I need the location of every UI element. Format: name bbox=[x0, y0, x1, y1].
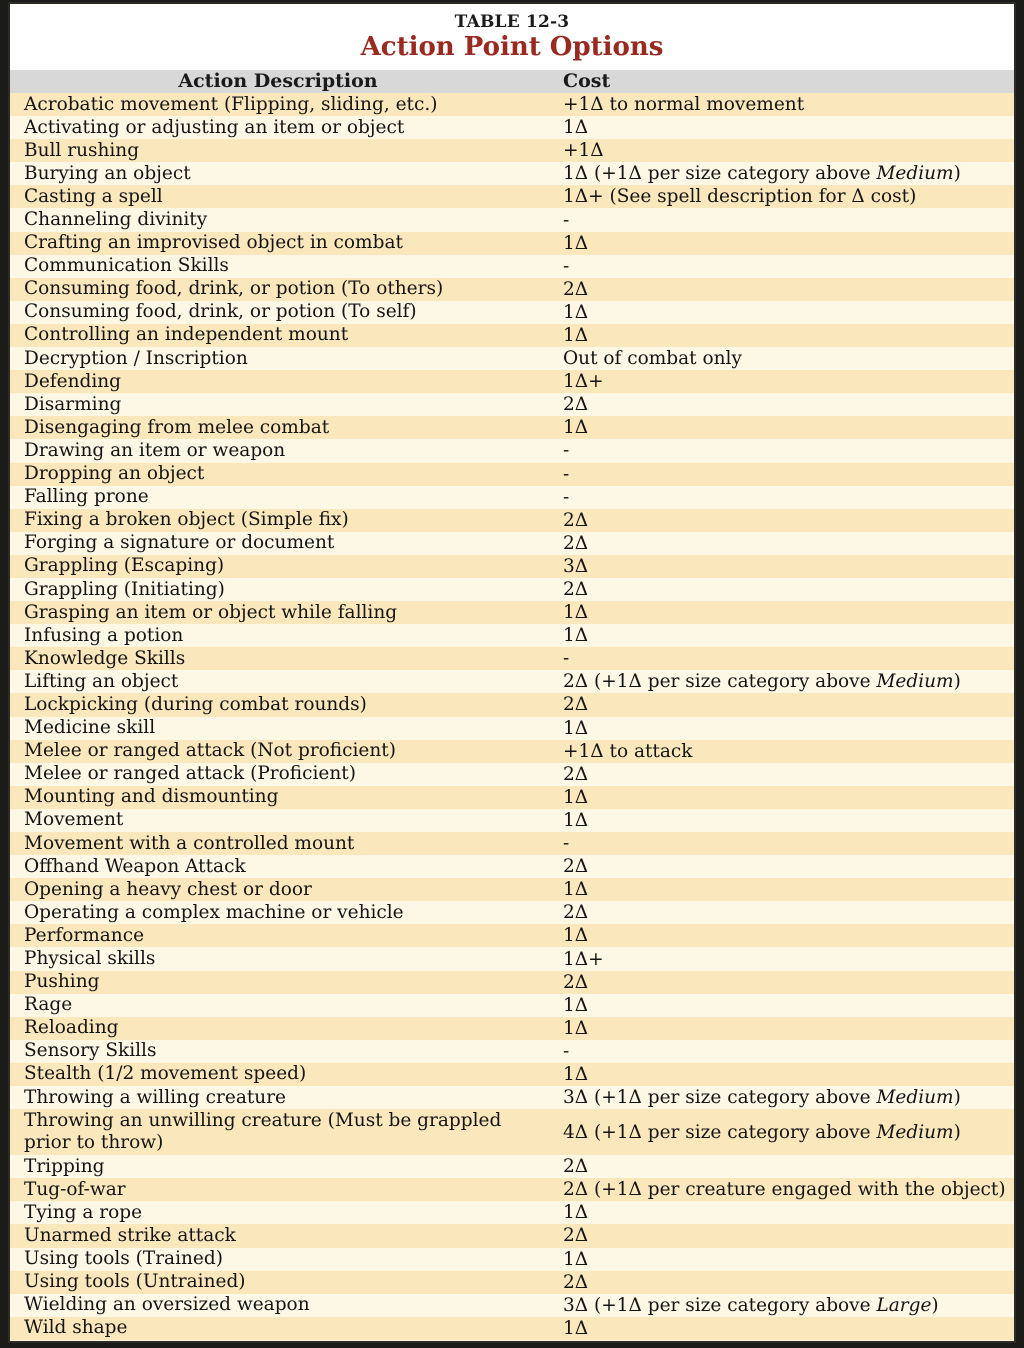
action-description-cell: Disengaging from melee combat bbox=[24, 416, 330, 438]
action-description-cell: Dropping an object bbox=[24, 463, 205, 485]
action-description-cell: Reloading bbox=[24, 1017, 119, 1039]
action-description-cell: Movement bbox=[24, 809, 124, 831]
action-description-cell: Casting a spell bbox=[24, 185, 163, 207]
table-row bbox=[10, 278, 1014, 301]
cost-cell: 2Δ bbox=[563, 394, 589, 416]
table-row bbox=[10, 1178, 1014, 1201]
action-description-cell: Wielding an oversized weapon bbox=[24, 1294, 310, 1316]
table-row bbox=[10, 693, 1014, 716]
cost-cell: 2Δ bbox=[563, 532, 589, 554]
action-description-cell: Defending bbox=[24, 370, 122, 392]
cost-cell: 2Δ bbox=[563, 694, 589, 716]
table-row bbox=[10, 1271, 1014, 1294]
cost-cell: 1Δ bbox=[563, 925, 589, 947]
table-row bbox=[10, 255, 1014, 278]
action-description-cell: Throwing a willing creature bbox=[24, 1086, 286, 1108]
cost-cell: 2Δ (+1Δ per creature engaged with the object) bbox=[563, 1179, 1006, 1201]
cost-cell: 1Δ bbox=[563, 786, 589, 808]
cost-cell: +1Δ to attack bbox=[563, 740, 693, 762]
cost-cell: 1Δ bbox=[563, 1017, 589, 1039]
action-description-cell: Decryption / Inscription bbox=[24, 347, 248, 369]
table-row bbox=[10, 901, 1014, 924]
cost-cell: - bbox=[563, 833, 570, 855]
table-row bbox=[10, 1086, 1014, 1109]
cost-cell: 1Δ+ bbox=[563, 948, 604, 970]
action-description-cell: Physical skills bbox=[24, 948, 156, 970]
cost-cell: - bbox=[563, 648, 570, 670]
cost-cell: 1Δ bbox=[563, 602, 589, 624]
table-title: Action Point Options bbox=[360, 32, 664, 62]
table-row bbox=[10, 763, 1014, 786]
cost-cell: 1Δ bbox=[563, 417, 589, 439]
action-description-cell: Pushing bbox=[24, 971, 100, 993]
action-description-cell: Medicine skill bbox=[24, 717, 156, 739]
cost-cell: 1Δ bbox=[563, 625, 589, 647]
cost-cell: 2Δ bbox=[563, 509, 589, 531]
table-row bbox=[10, 370, 1014, 393]
cost-cell: 1Δ bbox=[563, 117, 589, 139]
table-row bbox=[10, 208, 1014, 231]
action-description-cell: Activating or adjusting an item or object bbox=[24, 116, 405, 138]
table-row bbox=[10, 324, 1014, 347]
table-row bbox=[10, 994, 1014, 1017]
cost-cell: 1Δ bbox=[563, 324, 589, 346]
cost-cell: +1Δ bbox=[563, 140, 604, 162]
cost-cell: 2Δ bbox=[563, 1225, 589, 1247]
action-description-cell: Channeling divinity bbox=[24, 209, 208, 231]
table-row bbox=[10, 832, 1014, 855]
cost-cell: 2Δ bbox=[563, 971, 589, 993]
table-row bbox=[10, 717, 1014, 740]
table-row bbox=[10, 486, 1014, 509]
action-description-cell: Wild shape bbox=[24, 1317, 128, 1339]
action-description-cell: Melee or ranged attack (Not proficient) bbox=[24, 740, 396, 762]
table-row bbox=[10, 532, 1014, 555]
cost-cell: - bbox=[563, 486, 570, 508]
table-row bbox=[10, 971, 1014, 994]
action-description-cell: Rage bbox=[24, 994, 73, 1016]
cost-cell: 1Δ bbox=[563, 1317, 589, 1339]
action-description-cell: Forging a signature or document bbox=[24, 532, 335, 554]
table-row bbox=[10, 439, 1014, 462]
action-description-cell: Disarming bbox=[24, 393, 122, 415]
action-description-cell: Consuming food, drink, or potion (To others) bbox=[24, 278, 444, 300]
table-row bbox=[10, 301, 1014, 324]
cost-cell: - bbox=[563, 1040, 570, 1062]
table-row bbox=[10, 1040, 1014, 1063]
action-description-cell: Controlling an independent mount bbox=[24, 324, 349, 346]
action-description-cell: Infusing a potion bbox=[24, 624, 184, 646]
action-description-cell: Grappling (Initiating) bbox=[24, 578, 225, 600]
action-description-cell: Melee or ranged attack (Proficient) bbox=[24, 763, 356, 785]
table-row bbox=[10, 578, 1014, 601]
column-header-row bbox=[10, 70, 1014, 93]
cost-cell: - bbox=[563, 463, 570, 485]
table-row bbox=[10, 1109, 1014, 1155]
table-row bbox=[10, 162, 1014, 185]
table-row bbox=[10, 1063, 1014, 1086]
action-description-cell: Fixing a broken object (Simple fix) bbox=[24, 509, 349, 531]
cost-cell: 1Δ bbox=[563, 1202, 589, 1224]
table-row bbox=[10, 1201, 1014, 1224]
table-row bbox=[10, 786, 1014, 809]
table-row bbox=[10, 347, 1014, 370]
cost-cell: 4Δ (+1Δ per size category above Medium) bbox=[563, 1121, 961, 1143]
table-header bbox=[10, 4, 1014, 70]
action-description-cell: Consuming food, drink, or potion (To self) bbox=[24, 301, 417, 323]
table-row bbox=[10, 393, 1014, 416]
action-description-cell: Mounting and dismounting bbox=[24, 786, 279, 808]
cost-cell: 1Δ bbox=[563, 717, 589, 739]
table-row bbox=[10, 647, 1014, 670]
table-row bbox=[10, 624, 1014, 647]
cost-cell: 1Δ+ bbox=[563, 371, 604, 393]
action-description-cell: Sensory Skills bbox=[24, 1040, 157, 1062]
cost-cell: 1Δ+ (See spell description for Δ cost) bbox=[563, 186, 917, 208]
table-row bbox=[10, 1017, 1014, 1040]
cost-cell: - bbox=[563, 440, 570, 462]
cost-cell: 2Δ bbox=[563, 1156, 589, 1178]
table-card bbox=[10, 4, 1014, 1341]
action-description-cell: Lockpicking (during combat rounds) bbox=[24, 693, 367, 715]
table-row bbox=[10, 232, 1014, 255]
cost-cell: 1Δ bbox=[563, 301, 589, 323]
cost-cell: 1Δ bbox=[563, 994, 589, 1016]
table-row bbox=[10, 1155, 1014, 1178]
table-row bbox=[10, 139, 1014, 162]
cost-cell: 3Δ (+1Δ per size category above Medium) bbox=[563, 1087, 961, 1109]
table-row bbox=[10, 116, 1014, 139]
action-description-cell: Acrobatic movement (Flipping, sliding, etc.) bbox=[24, 93, 438, 115]
table-row bbox=[10, 93, 1014, 116]
cost-cell: 3Δ bbox=[563, 555, 589, 577]
table-row bbox=[10, 670, 1014, 693]
cost-cell: 2Δ bbox=[563, 856, 589, 878]
cost-cell: Out of combat only bbox=[563, 348, 742, 370]
cost-cell: +1Δ to normal movement bbox=[563, 94, 805, 116]
table-row bbox=[10, 601, 1014, 624]
cost-cell: 2Δ bbox=[563, 1271, 589, 1293]
table-row bbox=[10, 416, 1014, 439]
action-description-cell: Unarmed strike attack bbox=[24, 1224, 236, 1246]
action-description-cell: Crafting an improvised object in combat bbox=[24, 232, 403, 254]
action-description-cell: Grasping an item or object while falling bbox=[24, 601, 398, 623]
action-description-cell: Falling prone bbox=[24, 486, 149, 508]
cost-cell: 1Δ bbox=[563, 879, 589, 901]
action-description-cell: Grappling (Escaping) bbox=[24, 555, 225, 577]
action-description-cell: Tug-of-war bbox=[24, 1178, 126, 1200]
table-row bbox=[10, 185, 1014, 208]
cost-cell: 1Δ bbox=[563, 809, 589, 831]
cost-cell: 2Δ bbox=[563, 579, 589, 601]
action-description-cell: Movement with a controlled mount bbox=[24, 832, 355, 854]
table-row bbox=[10, 1248, 1014, 1271]
action-description-cell: Throwing an unwilling creature (Must be grappled prior to throw) bbox=[24, 1110, 502, 1154]
action-description-cell: Using tools (Untrained) bbox=[24, 1271, 246, 1293]
column-header-cost: Cost bbox=[563, 70, 611, 92]
table-row bbox=[10, 1224, 1014, 1247]
action-description-cell: Operating a complex machine or vehicle bbox=[24, 901, 404, 923]
action-description-cell: Knowledge Skills bbox=[24, 647, 186, 669]
table-row bbox=[10, 809, 1014, 832]
cost-cell: 1Δ (+1Δ per size category above Medium) bbox=[563, 163, 961, 185]
action-description-cell: Communication Skills bbox=[24, 255, 229, 277]
cost-cell: 2Δ (+1Δ per size category above Medium) bbox=[563, 671, 961, 693]
cost-cell: 1Δ bbox=[563, 1248, 589, 1270]
action-description-cell: Lifting an object bbox=[24, 670, 179, 692]
table-row bbox=[10, 740, 1014, 763]
action-description-cell: Tripping bbox=[24, 1155, 105, 1177]
table-row bbox=[10, 947, 1014, 970]
action-description-cell: Using tools (Trained) bbox=[24, 1248, 223, 1270]
table-row bbox=[10, 878, 1014, 901]
table-row bbox=[10, 855, 1014, 878]
cost-cell: 3Δ (+1Δ per size category above Large) bbox=[563, 1294, 939, 1316]
table-number: TABLE 12-3 bbox=[454, 12, 570, 32]
cost-cell: - bbox=[563, 255, 570, 277]
action-description-cell: Drawing an item or weapon bbox=[24, 439, 286, 461]
column-header-description: Action Description bbox=[178, 70, 378, 92]
table-row bbox=[10, 1294, 1014, 1317]
table-body bbox=[10, 93, 1014, 1340]
action-description-cell: Bull rushing bbox=[24, 139, 140, 161]
action-description-cell: Stealth (1/2 movement speed) bbox=[24, 1063, 307, 1085]
table-row bbox=[10, 555, 1014, 578]
cost-cell: - bbox=[563, 209, 570, 231]
table-row bbox=[10, 924, 1014, 947]
table-row bbox=[10, 509, 1014, 532]
action-description-cell: Performance bbox=[24, 924, 145, 946]
action-description-cell: Tying a rope bbox=[24, 1201, 143, 1223]
cost-cell: 1Δ bbox=[563, 1063, 589, 1085]
cost-cell: 2Δ bbox=[563, 902, 589, 924]
cost-cell: 2Δ bbox=[563, 278, 589, 300]
action-description-cell: Opening a heavy chest or door bbox=[24, 878, 312, 900]
table-row bbox=[10, 463, 1014, 486]
action-description-cell: Offhand Weapon Attack bbox=[24, 855, 246, 877]
cost-cell: 2Δ bbox=[563, 763, 589, 785]
cost-cell: 1Δ bbox=[563, 232, 589, 254]
table-row bbox=[10, 1317, 1014, 1340]
action-description-cell: Burying an object bbox=[24, 162, 191, 184]
